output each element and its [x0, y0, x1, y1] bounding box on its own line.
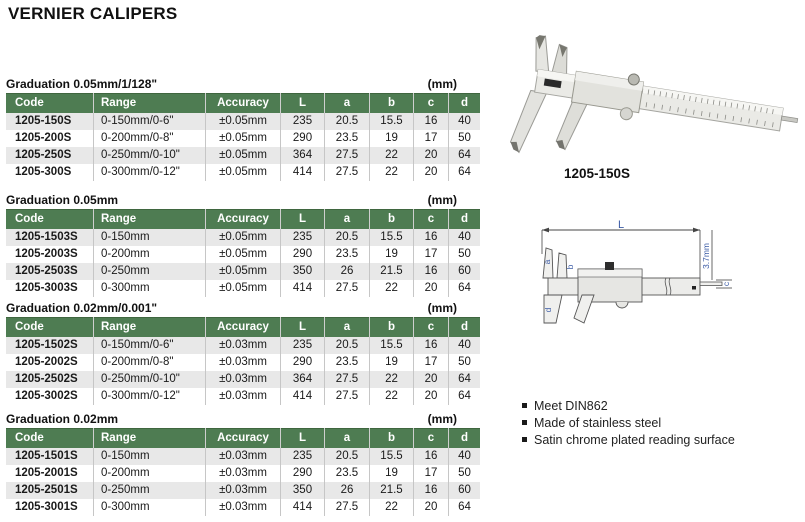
cell-code: 1205-2002S — [6, 354, 94, 371]
column-header-l: L — [281, 210, 325, 230]
column-header-code: Code — [6, 429, 94, 449]
cell-b: 22 — [370, 280, 414, 297]
cell-c: 16 — [414, 337, 449, 354]
column-header-accuracy: Accuracy — [206, 318, 281, 338]
cell-range: 0-200mm — [94, 465, 206, 482]
cell-d: 64 — [449, 164, 481, 181]
column-header-d: d — [449, 94, 481, 114]
cell-code: 1205-3002S — [6, 388, 94, 405]
cell-code: 1205-2501S — [6, 482, 94, 499]
feature-text: Satin chrome plated reading surface — [534, 433, 735, 447]
page-title: VERNIER CALIPERS — [8, 4, 178, 23]
cell-accuracy: ±0.05mm — [206, 229, 281, 246]
column-header-l: L — [281, 318, 325, 338]
cell-l: 235 — [281, 337, 325, 354]
cell-c: 16 — [414, 229, 449, 246]
cell-a: 27.5 — [325, 164, 370, 181]
bullet-square-icon — [522, 403, 527, 408]
cell-l: 290 — [281, 246, 325, 263]
cell-c: 20 — [414, 164, 449, 181]
cell-a: 20.5 — [325, 448, 370, 465]
cell-d: 64 — [449, 280, 481, 297]
table-row — [6, 246, 480, 263]
graduation-heading: Graduation 0.05mm — [6, 193, 119, 207]
cell-d: 60 — [449, 482, 481, 499]
column-header-accuracy: Accuracy — [206, 210, 281, 230]
unit-label: (mm) — [427, 77, 457, 91]
cell-accuracy: ±0.03mm — [206, 337, 281, 354]
cell-accuracy: ±0.05mm — [206, 280, 281, 297]
cell-code: 1205-2502S — [6, 371, 94, 388]
spec-table — [6, 93, 480, 181]
cell-c: 20 — [414, 371, 449, 388]
cell-range: 0-300mm/0-12" — [94, 164, 206, 181]
bullet-square-icon — [522, 437, 527, 442]
cell-code: 1205-2001S — [6, 465, 94, 482]
cell-accuracy: ±0.05mm — [206, 113, 281, 130]
column-header-c: c — [414, 318, 449, 338]
dim-label-b: b — [565, 264, 575, 270]
cell-code: 1205-1501S — [6, 448, 94, 465]
column-header-b: b — [370, 210, 414, 230]
cell-d: 40 — [449, 337, 481, 354]
cell-d: 64 — [449, 147, 481, 164]
cell-d: 50 — [449, 246, 481, 263]
cell-accuracy: ±0.03mm — [206, 482, 281, 499]
cell-l: 364 — [281, 371, 325, 388]
table-row — [6, 482, 480, 499]
table-block-head — [6, 300, 457, 315]
table-row — [6, 280, 480, 297]
cell-c: 17 — [414, 465, 449, 482]
cell-accuracy: ±0.03mm — [206, 465, 281, 482]
product-photo — [482, 26, 804, 166]
dim-label-L: L — [617, 220, 625, 231]
cell-accuracy: ±0.03mm — [206, 388, 281, 405]
cell-l: 350 — [281, 482, 325, 499]
cell-l: 290 — [281, 130, 325, 147]
column-header-a: a — [325, 318, 370, 338]
column-header-a: a — [325, 429, 370, 449]
product-code-caption: 1205-150S — [563, 166, 631, 181]
cell-accuracy: ±0.05mm — [206, 246, 281, 263]
column-header-b: b — [370, 429, 414, 449]
cell-range: 0-150mm — [94, 229, 206, 246]
caliper-photo-illustration — [482, 26, 804, 166]
cell-range: 0-300mm/0-12" — [94, 388, 206, 405]
spec-table — [6, 317, 480, 405]
column-header-accuracy: Accuracy — [206, 94, 281, 114]
cell-l: 364 — [281, 147, 325, 164]
unit-label: (mm) — [427, 301, 457, 315]
cell-code: 1205-2503S — [6, 263, 94, 280]
cell-b: 15.5 — [370, 448, 414, 465]
graduation-heading: Graduation 0.02mm — [6, 412, 119, 426]
cell-c: 20 — [414, 388, 449, 405]
cell-accuracy: ±0.05mm — [206, 147, 281, 164]
cell-l: 414 — [281, 164, 325, 181]
cell-accuracy: ±0.05mm — [206, 164, 281, 181]
column-header-code: Code — [6, 94, 94, 114]
cell-a: 27.5 — [325, 499, 370, 516]
cell-c: 16 — [414, 482, 449, 499]
feature-list — [522, 399, 802, 450]
cell-range: 0-300mm — [94, 280, 206, 297]
dim-label-c: c — [721, 281, 731, 287]
cell-range: 0-250mm/0-10" — [94, 147, 206, 164]
cell-b: 19 — [370, 246, 414, 263]
table-row — [6, 371, 480, 388]
unit-label: (mm) — [427, 193, 457, 207]
feature-item — [522, 433, 802, 447]
cell-b: 15.5 — [370, 113, 414, 130]
cell-code: 1205-250S — [6, 147, 94, 164]
dim-label-d: d — [543, 307, 553, 313]
cell-c: 17 — [414, 354, 449, 371]
column-header-code: Code — [6, 210, 94, 230]
unit-label: (mm) — [427, 412, 457, 426]
cell-b: 22 — [370, 388, 414, 405]
column-header-c: c — [414, 210, 449, 230]
cell-l: 290 — [281, 354, 325, 371]
column-header-d: d — [449, 429, 481, 449]
cell-range: 0-250mm — [94, 263, 206, 280]
cell-code: 1205-1503S — [6, 229, 94, 246]
cell-range: 0-150mm/0-6" — [94, 337, 206, 354]
column-header-d: d — [449, 318, 481, 338]
feature-text: Meet DIN862 — [534, 399, 608, 413]
cell-l: 414 — [281, 280, 325, 297]
table-row — [6, 130, 480, 147]
cell-b: 21.5 — [370, 263, 414, 280]
cell-range: 0-150mm — [94, 448, 206, 465]
cell-code: 1205-200S — [6, 130, 94, 147]
cell-accuracy: ±0.03mm — [206, 499, 281, 516]
cell-range: 0-250mm/0-10" — [94, 371, 206, 388]
cell-code: 1205-3001S — [6, 499, 94, 516]
feature-item — [522, 416, 802, 430]
cell-l: 235 — [281, 113, 325, 130]
table-row — [6, 164, 480, 181]
cell-d: 40 — [449, 113, 481, 130]
column-header-b: b — [370, 94, 414, 114]
cell-a: 23.5 — [325, 130, 370, 147]
cell-a: 26 — [325, 482, 370, 499]
cell-d: 50 — [449, 130, 481, 147]
cell-a: 27.5 — [325, 371, 370, 388]
graduation-heading: Graduation 0.02mm/0.001" — [6, 301, 158, 315]
cell-c: 20 — [414, 280, 449, 297]
column-header-c: c — [414, 429, 449, 449]
spec-table — [6, 209, 480, 297]
table-block-graduation-002mm — [6, 411, 471, 516]
cell-d: 50 — [449, 354, 481, 371]
dim-label-a: a — [542, 259, 552, 265]
cell-b: 21.5 — [370, 482, 414, 499]
cell-range: 0-150mm/0-6" — [94, 113, 206, 130]
column-header-l: L — [281, 94, 325, 114]
table-block-graduation-005mm — [6, 192, 471, 297]
cell-a: 20.5 — [325, 113, 370, 130]
feature-item — [522, 399, 802, 413]
cell-a: 23.5 — [325, 465, 370, 482]
dimension-diagram — [520, 220, 740, 332]
cell-accuracy: ±0.03mm — [206, 354, 281, 371]
cell-c: 17 — [414, 246, 449, 263]
cell-a: 27.5 — [325, 388, 370, 405]
table-row — [6, 448, 480, 465]
column-header-range: Range — [94, 429, 206, 449]
cell-a: 20.5 — [325, 229, 370, 246]
cell-a: 23.5 — [325, 354, 370, 371]
cell-l: 414 — [281, 499, 325, 516]
column-header-c: c — [414, 94, 449, 114]
cell-code: 1205-300S — [6, 164, 94, 181]
cell-d: 64 — [449, 371, 481, 388]
cell-range: 0-250mm — [94, 482, 206, 499]
cell-l: 235 — [281, 229, 325, 246]
cell-range: 0-300mm — [94, 499, 206, 516]
bullet-square-icon — [522, 420, 527, 425]
table-row — [6, 499, 480, 516]
cell-b: 15.5 — [370, 229, 414, 246]
column-header-a: a — [325, 94, 370, 114]
cell-l: 290 — [281, 465, 325, 482]
cell-a: 23.5 — [325, 246, 370, 263]
cell-code: 1205-2003S — [6, 246, 94, 263]
cell-c: 17 — [414, 130, 449, 147]
column-header-range: Range — [94, 210, 206, 230]
feature-text: Made of stainless steel — [534, 416, 662, 430]
column-header-range: Range — [94, 318, 206, 338]
cell-l: 235 — [281, 448, 325, 465]
graduation-heading: Graduation 0.05mm/1/128" — [6, 77, 158, 91]
spec-table — [6, 428, 480, 516]
cell-b: 22 — [370, 499, 414, 516]
cell-range: 0-200mm — [94, 246, 206, 263]
table-row — [6, 147, 480, 164]
table-row — [6, 113, 480, 130]
table-block-head — [6, 192, 457, 207]
cell-c: 20 — [414, 499, 449, 516]
dim-label-depth: 3.7mm — [701, 243, 711, 269]
column-header-accuracy: Accuracy — [206, 429, 281, 449]
cell-c: 20 — [414, 147, 449, 164]
cell-d: 40 — [449, 448, 481, 465]
cell-l: 414 — [281, 388, 325, 405]
cell-b: 22 — [370, 147, 414, 164]
cell-accuracy: ±0.05mm — [206, 130, 281, 147]
cell-a: 20.5 — [325, 337, 370, 354]
table-row — [6, 354, 480, 371]
column-header-code: Code — [6, 318, 94, 338]
cell-accuracy: ±0.03mm — [206, 371, 281, 388]
cell-accuracy: ±0.05mm — [206, 263, 281, 280]
table-block-graduation-005mm-1-128 — [6, 76, 471, 181]
cell-code: 1205-1502S — [6, 337, 94, 354]
cell-range: 0-200mm/0-8" — [94, 130, 206, 147]
table-row — [6, 388, 480, 405]
column-header-b: b — [370, 318, 414, 338]
cell-code: 1205-3003S — [6, 280, 94, 297]
cell-b: 19 — [370, 130, 414, 147]
table-block-head — [6, 411, 457, 426]
table-block-head — [6, 76, 457, 91]
cell-code: 1205-150S — [6, 113, 94, 130]
table-row — [6, 229, 480, 246]
column-header-d: d — [449, 210, 481, 230]
cell-b: 19 — [370, 354, 414, 371]
cell-b: 22 — [370, 371, 414, 388]
cell-b: 22 — [370, 164, 414, 181]
cell-d: 60 — [449, 263, 481, 280]
caliper-dimension-drawing — [520, 220, 740, 332]
table-row — [6, 337, 480, 354]
cell-l: 350 — [281, 263, 325, 280]
cell-c: 16 — [414, 448, 449, 465]
table-row — [6, 465, 480, 482]
cell-a: 26 — [325, 263, 370, 280]
column-header-l: L — [281, 429, 325, 449]
table-row — [6, 263, 480, 280]
cell-b: 19 — [370, 465, 414, 482]
table-block-graduation-002mm-0001 — [6, 300, 471, 405]
cell-b: 15.5 — [370, 337, 414, 354]
cell-d: 64 — [449, 499, 481, 516]
cell-a: 27.5 — [325, 147, 370, 164]
cell-range: 0-200mm/0-8" — [94, 354, 206, 371]
cell-d: 50 — [449, 465, 481, 482]
column-header-a: a — [325, 210, 370, 230]
cell-c: 16 — [414, 263, 449, 280]
cell-c: 16 — [414, 113, 449, 130]
cell-d: 40 — [449, 229, 481, 246]
column-header-range: Range — [94, 94, 206, 114]
cell-d: 64 — [449, 388, 481, 405]
cell-a: 27.5 — [325, 280, 370, 297]
cell-accuracy: ±0.03mm — [206, 448, 281, 465]
